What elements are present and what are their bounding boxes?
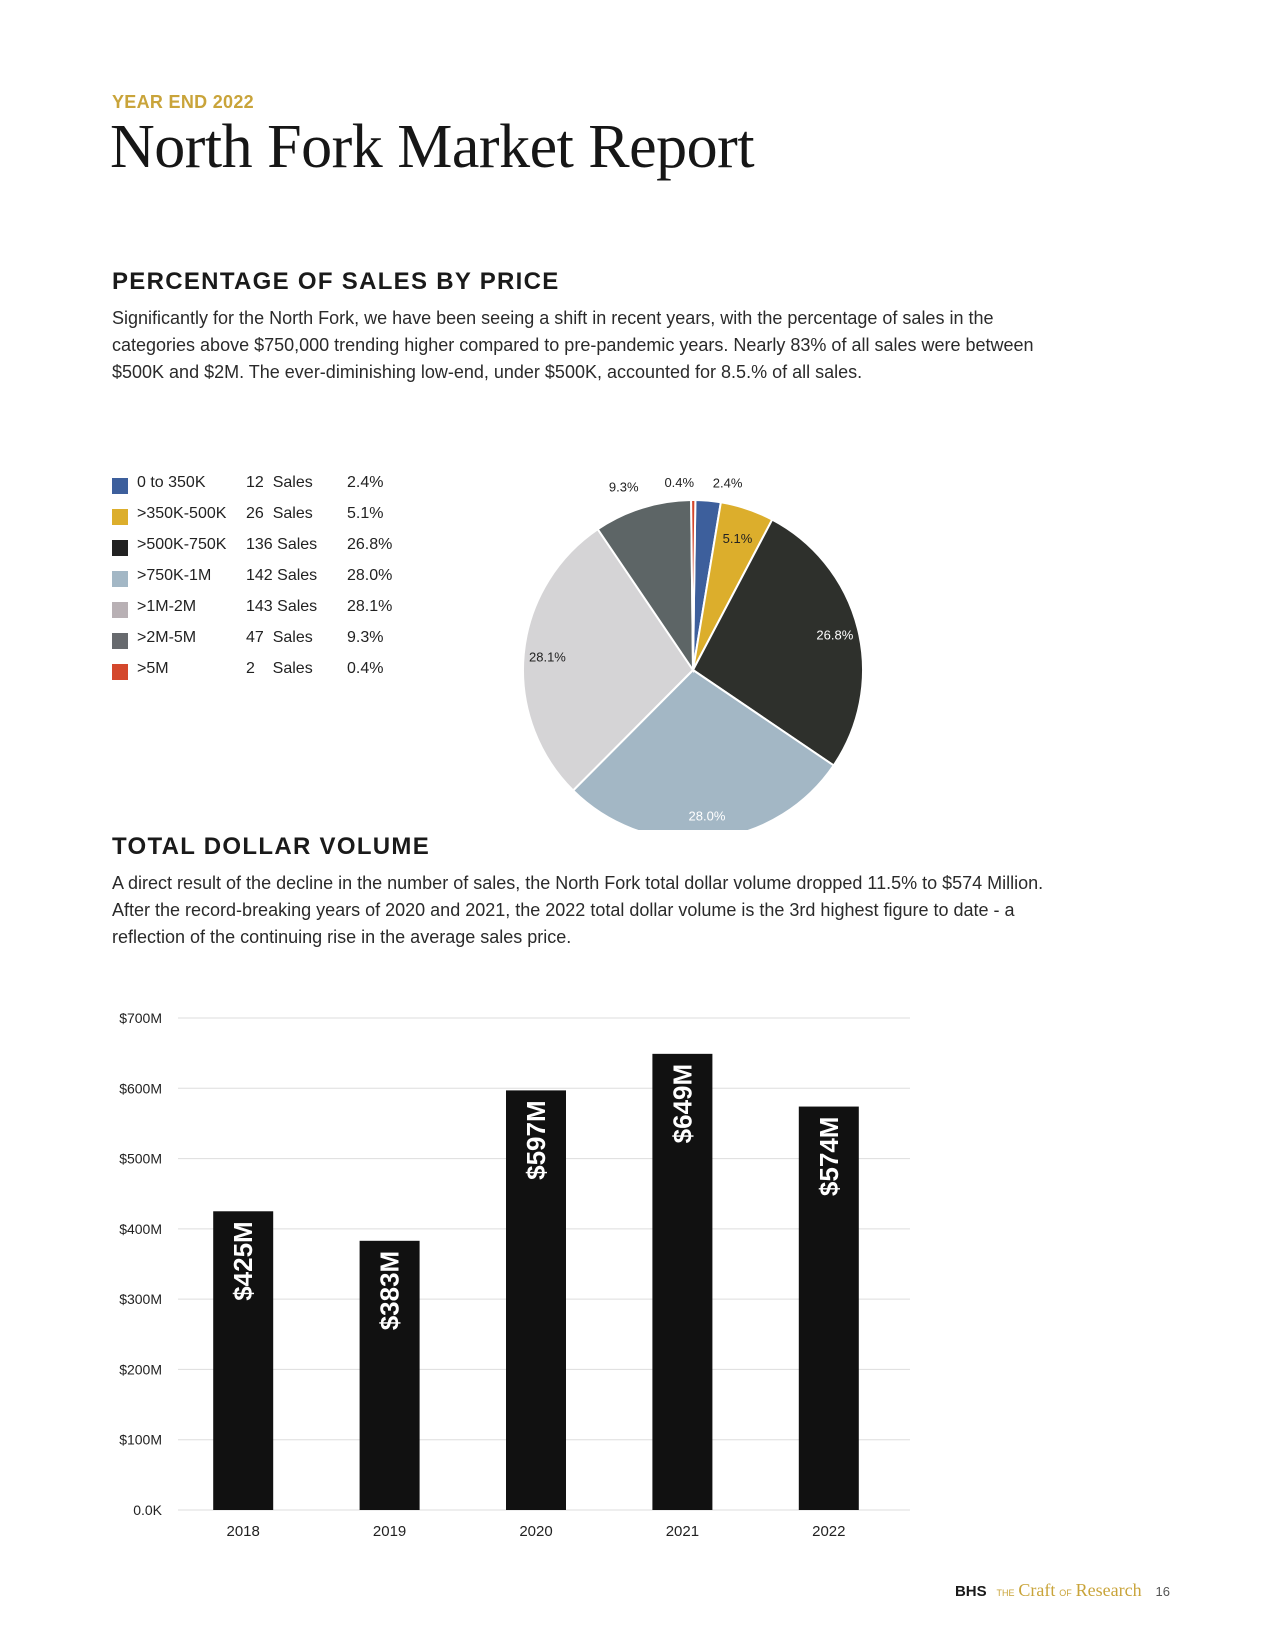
legend-percent: 28.0% <box>347 567 393 584</box>
pie-slice-label: 9.3% <box>608 479 639 495</box>
bar-value-label: $574M <box>813 1116 844 1197</box>
legend-percent: 2.4% <box>347 474 384 491</box>
legend-count: 143 Sales <box>246 598 318 615</box>
x-tick-label: 2018 <box>226 1523 260 1540</box>
legend-name: >500K-750K <box>137 536 227 553</box>
bar-value-label: $425M <box>228 1221 259 1301</box>
legend-name: >5M <box>137 660 169 677</box>
legend-name: >750K-1M <box>137 567 212 584</box>
legend-name: >1M-2M <box>137 598 197 615</box>
x-tick-label: 2022 <box>812 1523 846 1540</box>
footer <box>955 1580 1170 1601</box>
section-heading-sales-by-price: PERCENTAGE OF SALES BY PRICE <box>112 268 560 295</box>
pie-slice-label: 28.1% <box>529 649 566 665</box>
legend-percent: 9.3% <box>347 629 384 646</box>
legend-percent: 26.8% <box>347 536 393 553</box>
pie-slice-label: 28.0% <box>688 808 726 824</box>
y-tick-label: $400M <box>119 1220 162 1237</box>
legend-count: 142 Sales <box>246 567 318 584</box>
bar-value-label: $383M <box>374 1250 405 1331</box>
y-tick-label: $700M <box>119 1010 162 1026</box>
pie-chart <box>0 450 1275 830</box>
y-tick-label: $200M <box>119 1361 162 1378</box>
legend-name: >350K-500K <box>137 505 227 522</box>
x-tick-label: 2021 <box>665 1523 700 1540</box>
pie-slice-label: 5.1% <box>722 530 753 546</box>
pie-slice-label: 26.8% <box>816 627 854 643</box>
legend-name: 0 to 350K <box>137 474 206 491</box>
y-tick-label: $300M <box>119 1291 162 1308</box>
pie-slice-label: 0.4% <box>664 475 695 491</box>
bar-chart <box>0 1000 1275 1560</box>
legend-count: 47 Sales <box>246 629 313 646</box>
legend-count: 2 Sales <box>246 660 313 677</box>
section-body-dollar-volume: A direct result of the decline in the number of sales, the North Fork total dollar volume dropped 11.5% to $574 Million. After the record-breaking years of 2020 and 2021, the 2022 total dollar volume is the 3rd highest figure to date - a reflection of the continuing rise in the average sales price. <box>112 873 1044 947</box>
footer-of: OF <box>1059 1588 1072 1598</box>
footer-research: Research <box>1075 1580 1142 1600</box>
legend-percent: 0.4% <box>347 660 384 677</box>
section-body-sales-by-price: Significantly for the North Fork, we have been seeing a shift in recent years, with the percentage of sales in the categories above $750,000 trending higher compared to pre-pandemic years. Nearly 83% of all sales were between $500K and $2M. The ever-diminishing low-end, under $500K, accounted for 8.5.% of all sales. <box>112 308 1034 382</box>
y-tick-label: $600M <box>119 1080 162 1097</box>
legend-name: >2M-5M <box>137 629 197 646</box>
legend-count: 12 Sales <box>246 474 313 491</box>
pie-slice-label: 2.4% <box>712 475 743 491</box>
y-tick-label: $500M <box>119 1150 162 1167</box>
report-eyebrow: YEAR END 2022 <box>112 92 254 112</box>
page-title: North Fork Market Report <box>110 113 755 181</box>
footer-craft: Craft <box>1018 1580 1056 1600</box>
legend-percent: 28.1% <box>347 598 393 615</box>
footer-the: THE <box>996 1588 1015 1598</box>
legend-count: 136 Sales <box>246 536 318 553</box>
y-tick-label: 0.0K <box>133 1502 162 1518</box>
x-tick-label: 2020 <box>519 1523 553 1540</box>
y-tick-label: $100M <box>119 1431 162 1448</box>
page-number: 16 <box>1155 1584 1170 1599</box>
bar-value-label: $597M <box>521 1100 551 1180</box>
section-heading-dollar-volume: TOTAL DOLLAR VOLUME <box>112 833 431 860</box>
legend-count: 26 Sales <box>246 505 313 522</box>
legend-percent: 5.1% <box>347 505 384 522</box>
x-tick-label: 2019 <box>372 1523 407 1540</box>
bar-value-label: $649M <box>667 1063 698 1144</box>
footer-brand: BHS <box>954 1583 987 1600</box>
